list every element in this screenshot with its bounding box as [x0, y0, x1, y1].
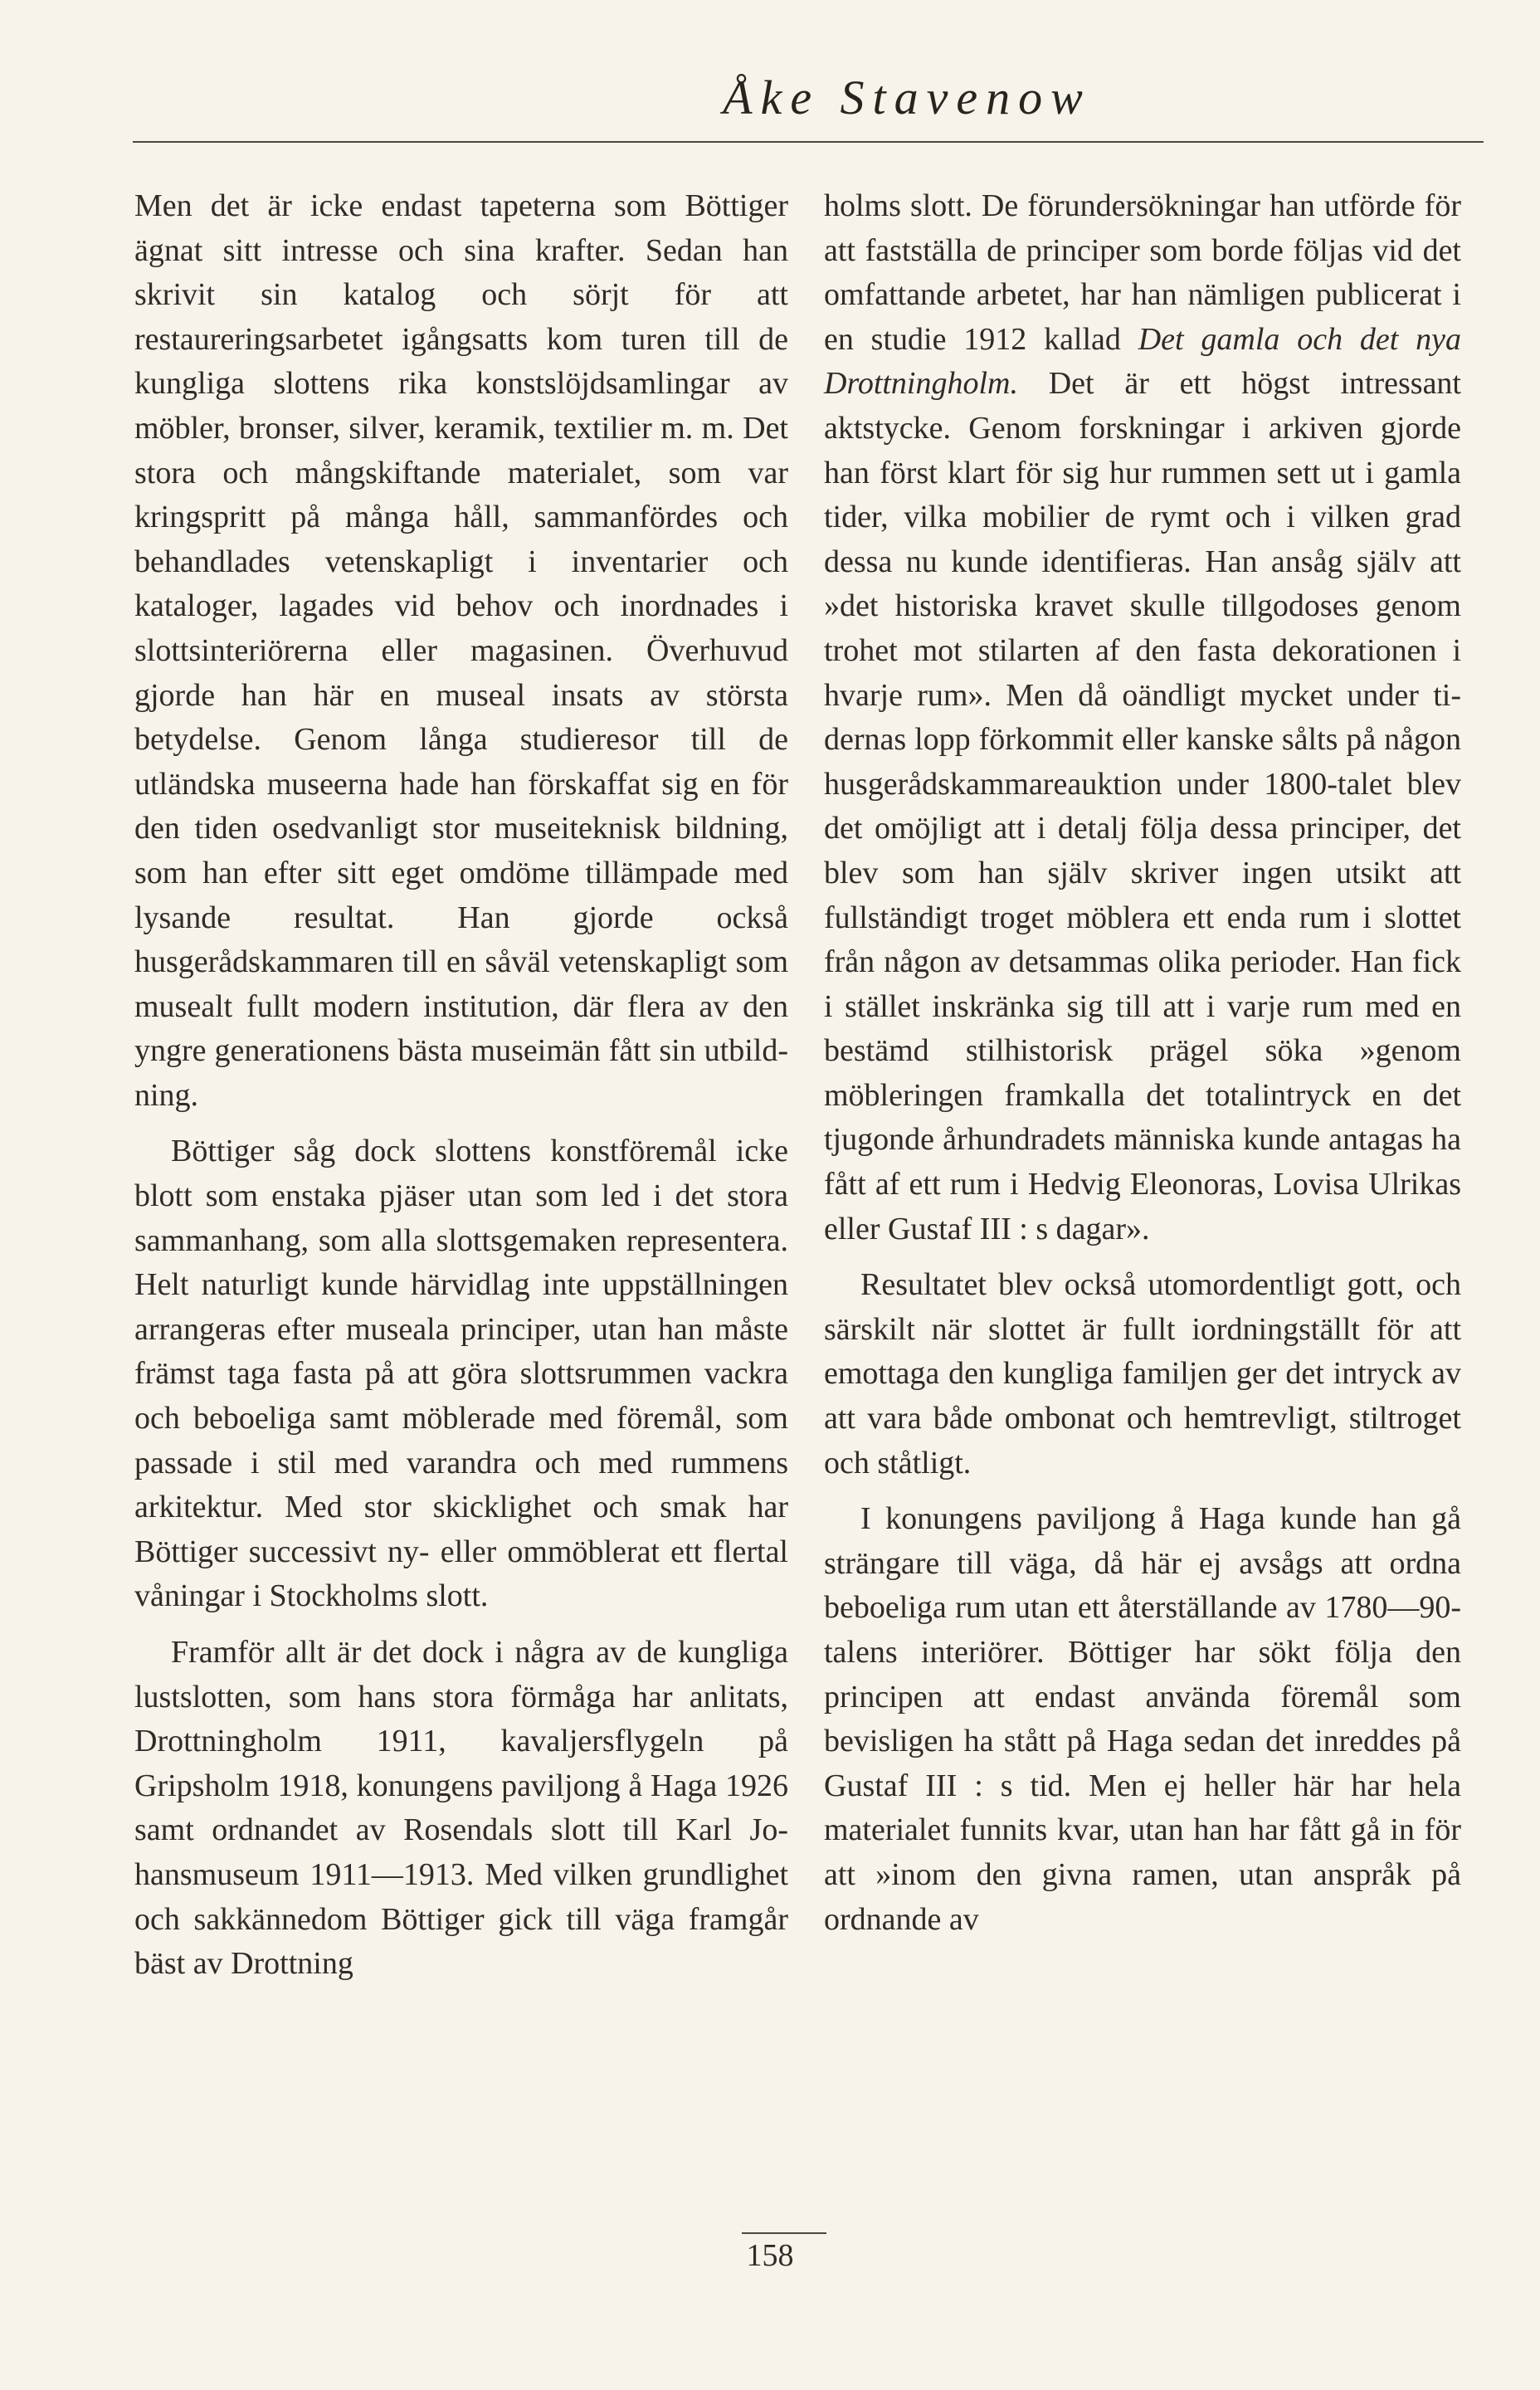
folio-rule: [742, 2232, 826, 2234]
paragraph: Resultatet blev också utomordentligt gott, och särskilt när slottet är fullt iordningställt för att emottaga den kungliga familjen ger det intryck av att vara både ombonat och hemtrevligt, stiltroget och ståtligt.: [824, 1267, 1461, 1480]
paragraph: Framför allt är det dock i några av de kungliga lustslotten, som hans stora förmåga har anlitats, Drottningholm 1911, kavaljersflygeln på Gripsholm 1918, konungens paviljong å Haga 1926 samt ordnandet av Rosendals slott till Karl Johansmuseum 1911—1913. Med vilken grundlighet och sakkännedom Böttiger gick till väga framgår bäst av Drottning: [134, 1635, 788, 1982]
paragraph: [824, 184, 1461, 1251]
book-title: Det gamla och det nya Drottningholm.: [824, 321, 1461, 402]
running-head: Åke Stavenow: [723, 71, 1091, 124]
paragraph: I konungens paviljong å Haga kunde han gå strängare till väga, då här ej avsågs att ordna beboeliga rum utan ett återställande av 1780—90-talens interiörer. Böttiger har sökt följa den principen att endast använda föremål som bevisligen ha stått på Haga sedan det inreddes på Gustaf III : s tid. Men ej heller här har hela materialet funnits kvar, utan han har fått gå in för att »inom den givna ramen, utan anspråk på ordnande av: [824, 1501, 1461, 1937]
text-run: holms slott. De förundersökningar han utförde för att fastställa de principer som borde följas vid det omfattande arbetet, har han nämligen publicerat i en studie 1912 kallad: [824, 188, 1461, 357]
left-column: [134, 184, 788, 1998]
text-run: Det är ett högst intressant aktstycke. Genom forskningar i arkiven gjorde han först klart för sig hur rummen sett ut i gamla tider, vilka mobilier de rymt och i vilken grad dessa nu kunde identifieras. Han ansåg själv att »det historiska kravet skulle tillgodoses genom trohet mot stilarten af den fasta dekorationen i hvarje rum». Men då oändligt mycket under tidernas lopp förkommit eller kanske sålts på någon husgerådskammareauktion under 1800-talet blev det omöjligt att i detalj följa dessa principer, det blev som han själv skriver ingen utsikt att fullständigt troget möblera ett enda rum i slottet från någon av detsammas olika perioder. Han fick i stället inskränka sig till att i varje rum med en bestämd stilhistorisk prägel söka »genom möbleringen framkalla det totalintryck en det tjugonde århundradets människa kunde antagas ha fått af ett rum i Hedvig Eleonoras, Lovisa Ulrikas eller Gustaf III : s dagar».: [824, 366, 1461, 1246]
page-number: 158: [746, 2238, 794, 2273]
paragraph: Men det är icke endast tapeterna som Böttiger ägnat sitt intresse och sina krafter. Sedan han skrivit sin katalog och sörjt för att restaureringsarbetet igångsatts kom turen till de kungliga slottens rika konstslöjdsamlingar av möbler, bronser, silver, keramik, textilier m. m. Det stora och mångskiftande materialet, som var kringspritt på många håll, sammanfördes och behandlades vetenskapligt i inventarier och kataloger, lagades vid behov och inordnades i slottsinteriörerna eller magasinen. Överhuvud gjorde han här en museal insats av största betydelse. Genom långa studieresor till de utländska museerna hade han förskaffat sig en för den tiden osedvanligt stor museiteknisk bildning, som han efter sitt eget omdöme tillämpade med lysande resultat. Han gjorde också husgerådskammaren till en såväl vetenskapligt som musealt fullt modern institution, där flera av den yngre generationens bästa museimän fått sin utbildning.: [134, 188, 788, 1113]
paragraph: Böttiger såg dock slottens konstföremål icke blott som enstaka pjäser utan som led i det stora sammanhang, som alla slottsgemaken representera. Helt naturligt kunde härvidlag inte uppställningen arrangeras efter museala principer, utan han måste främst taga fasta på att göra slottsrummen vackra och beboeliga samt möblerade med föremål, som passade i stil med varandra och med rummens arkitektur. Med stor skicklighet och smak har Böttiger successivt ny- eller ommöblerat ett flertal våningar i Stockholms slott.: [134, 1134, 788, 1614]
header-rule: [133, 141, 1484, 143]
right-column: [824, 184, 1461, 1953]
